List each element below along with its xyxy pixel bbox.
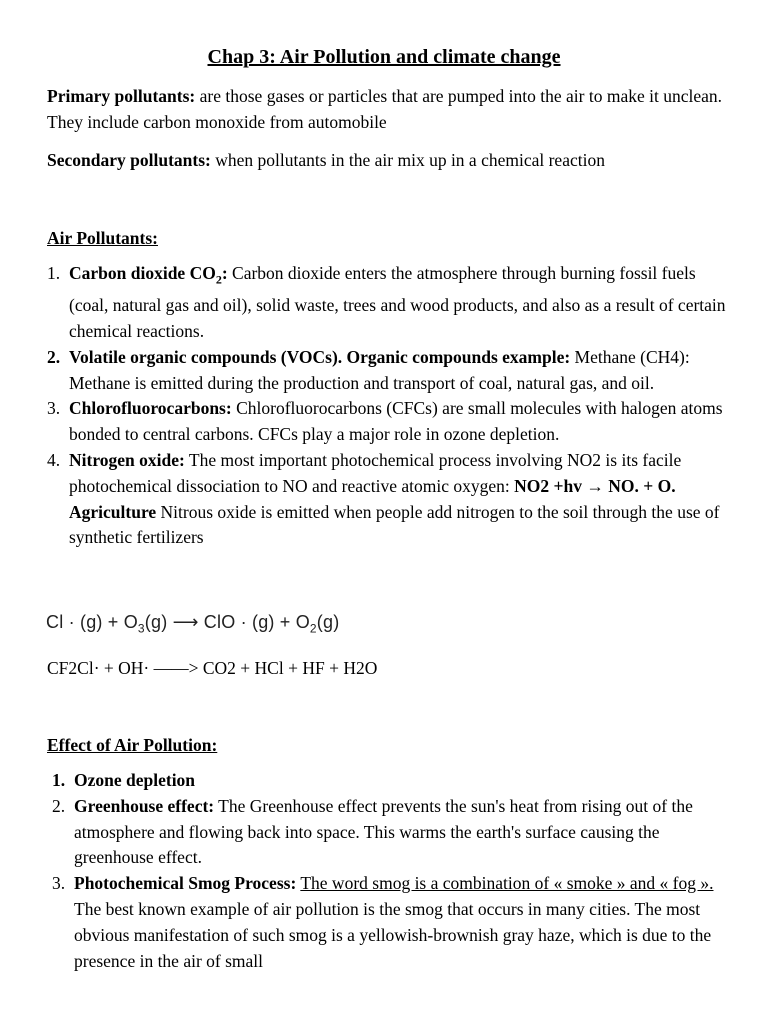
primary-pollutants-text: are those gases or particles that are pumped into the air to make it unclean. They include carbon monoxide from automobile (47, 86, 723, 132)
air-pollutants-heading: Air Pollutants: (47, 228, 158, 248)
page-title: Chap 3: Air Pollution and climate change (207, 46, 561, 68)
list-item: 3. Photochemical Smog Process: The word smog is a combination of « smoke » and « fog ». The best known example of air pollution is the smog that occurs in many cities. The most obvious manifestation of such smog is a yellowish-brownish gray haze, which is due to the presence in the air of small (52, 873, 714, 971)
pollutants-list (47, 261, 727, 551)
item-text: Chlorofluorocarbons (CFCs) are small molecules with halogen atoms bonded to central carbons. CFCs play a major role in ozone depletion. (69, 398, 723, 445)
effects-list (52, 768, 722, 974)
item-text: Carbon dioxide enters the atmosphere through burning fossil fuels (coal, natural gas and oil), solid waste, trees and wood products, and also as a result of certain chemical reactions. (69, 263, 726, 342)
item-term: Carbon dioxide $CO_2$: (69, 263, 228, 287)
list-item: 2. Volatile organic compounds (VOCs). Organic compounds example: Methane (CH4): Methane is emitted during the production and transport of coal, natural gas, and oil. (47, 346, 690, 393)
ozone-reaction-equation: $Cl \cdot (g) + O_3(g)$ ⟶ ClO · $(g) + O_2(g)$ (46, 612, 340, 636)
effects-heading: Effect of Air Pollution: (47, 735, 218, 755)
item-term: Photochemical Smog Process: (74, 873, 297, 894)
list-item: 4. Nitrogen oxide: The most important photochemical process involving NO2 is its facile photochemical dissociation to NO and reactive atomic oxygen: NO2 +hv → NO. + O. Agriculture Nitrous oxide is emitted when people add nitrogen to the soil through the use of synthetic fertilizers (47, 450, 720, 548)
secondary-pollutants-text: when pollutants in the air mix up in a chemical reaction (210, 150, 605, 170)
list-item: 1. Ozone depletion (52, 770, 196, 790)
list-item: 1. Carbon dioxide $CO_2$: Carbon dioxide enters the atmosphere through burning fossil fuels (coal, natural gas and oil), solid waste, trees and wood products, and also as a result of certain chemical reactions. (47, 263, 726, 342)
list-item: 2. Greenhouse effect: The Greenhouse effect prevents the sun's heat from rising out of the atmosphere and flowing back into space. This warms the earth's surface causing the greenhouse effect. (52, 795, 693, 868)
list-item: 3. Chlorofluorocarbons: Chlorofluorocarbons (CFCs) are small molecules with halogen atoms bonded to central carbons. CFCs play a major role in ozone depletion. (47, 398, 723, 445)
item-term: Ozone depletion (74, 770, 196, 790)
smog-definition: The word smog is a combination of « smoke » and « fog ». (300, 873, 714, 894)
primary-pollutants-paragraph (47, 83, 737, 135)
primary-pollutants-term: Primary pollutants: (47, 86, 196, 106)
secondary-pollutants-paragraph (47, 147, 737, 173)
secondary-pollutants-term: Secondary pollutants: (47, 150, 211, 170)
item-text: The best known example of air pollution is the smog that occurs in many cities. The most obvious manifestation of such smog is a yellowish-brownish gray haze, which is due to the presence in the air of small (74, 898, 712, 971)
item-text: Methane (CH4): Methane is emitted during the production and transport of coal, natural gas, and oil. (69, 346, 690, 393)
item-term: Nitrogen oxide: (69, 450, 185, 471)
item-text: The Greenhouse effect prevents the sun's heat from rising out of the atmosphere and flowing back into space. This warms the earth's surface causing the greenhouse effect. (74, 795, 693, 868)
item-text-continued: Nitrous oxide is emitted when people add nitrogen to the soil through the use of synthetic fertilizers (69, 501, 720, 548)
cfc-reaction-equation: CF2Cl· + OH· ——> CO2 + HCl + HF + H2O (47, 658, 378, 678)
reaction-equation: NO2 +hv → NO. + O. Agriculture (69, 475, 676, 522)
item-term: Chlorofluorocarbons: (69, 398, 232, 419)
item-term: Greenhouse effect: (74, 795, 215, 816)
item-term: Volatile organic compounds (VOCs). Organic compounds example: (69, 346, 571, 367)
item-text: The most important photochemical process involving NO2 is its facile photochemical dissociation to NO and reactive atomic oxygen: (69, 450, 682, 496)
